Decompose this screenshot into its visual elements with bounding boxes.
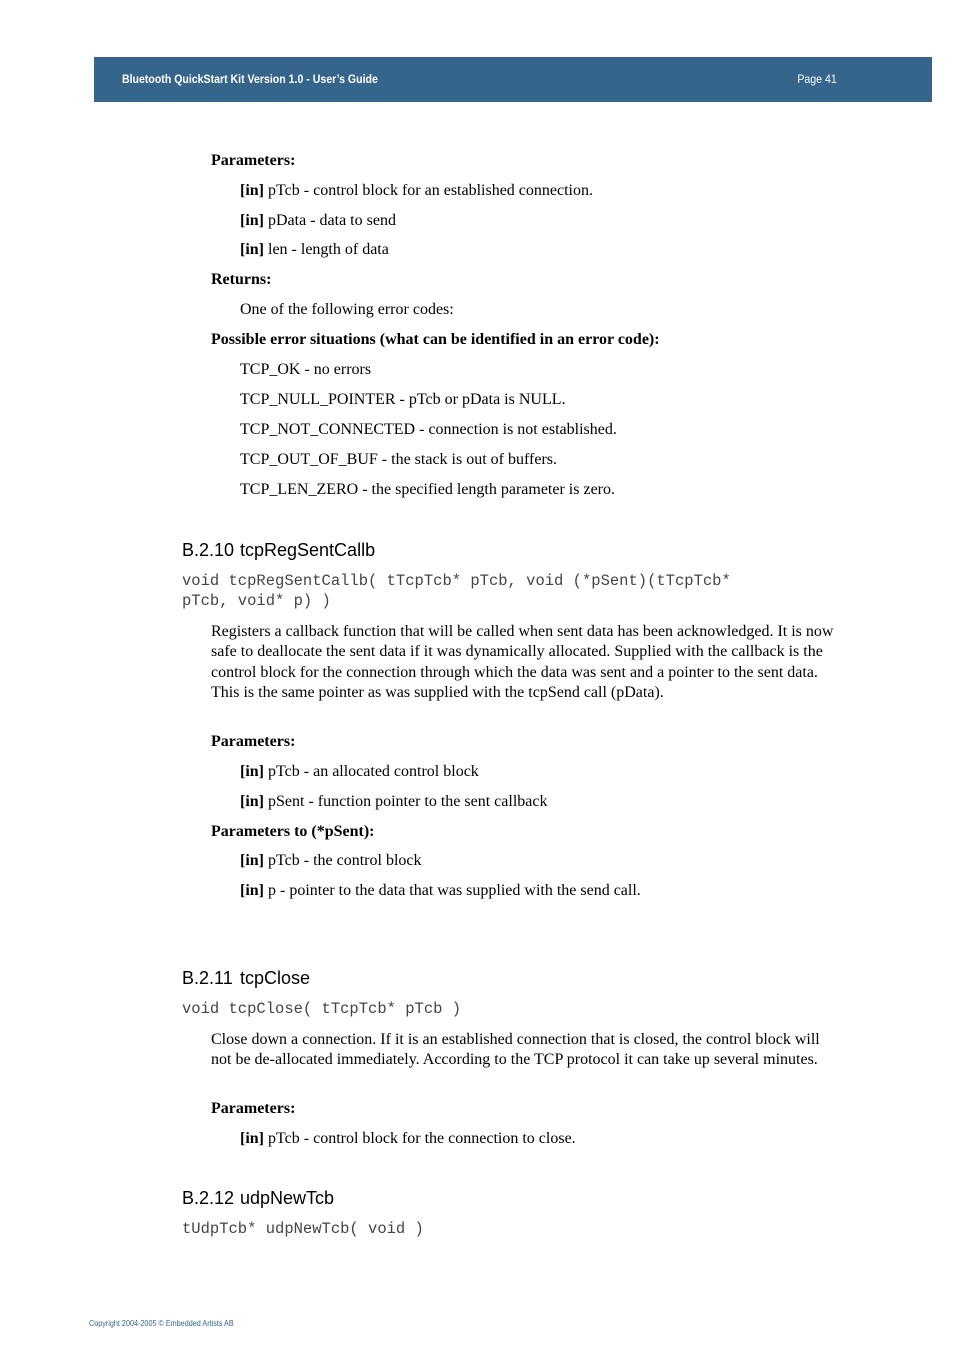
- callback-parameters-label: Parameters to (*pSent):: [211, 823, 375, 840]
- parameters-label: Parameters:: [211, 733, 296, 750]
- param-item: [in] len - length of data: [240, 241, 389, 258]
- function-signature: void tcpClose( tTcpTcb* pTcb ): [182, 1000, 462, 1018]
- param-item: [in] pTcb - control block for an established connection.: [240, 182, 593, 199]
- error-code-item: TCP_OK - no errors: [240, 361, 372, 378]
- parameters-label: Parameters:: [211, 1100, 296, 1117]
- function-description: Registers a callback function that will be called when sent data has been acknowledged. It is now safe to deallocate the sent data if it was dynamically allocated. Supplied with the callback is the control block for the connection through which the data was sent and a pointer to the sent data. This is the same pointer as was supplied with the tcpSend call (pData).: [211, 623, 834, 701]
- section-heading: B.2.11 tcpClose: [182, 968, 311, 988]
- returns-text: One of the following error codes:: [240, 301, 454, 318]
- page-header: [94, 57, 932, 102]
- param-item: [in] pTcb - the control block: [240, 852, 422, 869]
- function-signature: tUdpTcb* udpNewTcb( void ): [182, 1220, 424, 1238]
- parameters-label: Parameters:: [211, 152, 296, 169]
- section-heading: B.2.12 udpNewTcb: [182, 1188, 335, 1208]
- param-item: [in] pSent - function pointer to the sent callback: [240, 793, 548, 810]
- param-item: [in] pTcb - control block for the connection to close.: [240, 1130, 576, 1147]
- param-item: [in] pData - data to send: [240, 212, 396, 229]
- returns-label: Returns:: [211, 271, 272, 288]
- document-title: Bluetooth QuickStart Kit Version 1.0 - User’s Guide: [122, 72, 378, 86]
- page-number: Page 41: [797, 72, 837, 86]
- error-code-item: TCP_NOT_CONNECTED - connection is not established.: [240, 421, 617, 438]
- error-code-item: TCP_OUT_OF_BUF - the stack is out of buffers.: [240, 451, 558, 468]
- section-heading: B.2.10 tcpRegSentCallb: [182, 540, 376, 560]
- function-description: Close down a connection. If it is an established connection that is closed, the control block will not be de-allocated immediately. According to the TCP protocol it can take up several minutes.: [211, 1031, 820, 1069]
- param-item: [in] p - pointer to the data that was supplied with the send call.: [240, 882, 641, 899]
- error-code-item: TCP_NULL_POINTER - pTcb or pData is NULL.: [240, 391, 566, 408]
- error-code-item: TCP_LEN_ZERO - the specified length parameter is zero.: [240, 481, 615, 498]
- function-signature: void tcpRegSentCallb( tTcpTcb* pTcb, void (*pSent)(tTcpTcb* pTcb, void* p) ): [182, 572, 731, 610]
- param-item: [in] pTcb - an allocated control block: [240, 763, 479, 780]
- copyright-footer: Copyright 2004-2005 © Embedded Artists AB: [89, 1318, 234, 1328]
- errors-label: Possible error situations (what can be identified in an error code):: [211, 331, 660, 348]
